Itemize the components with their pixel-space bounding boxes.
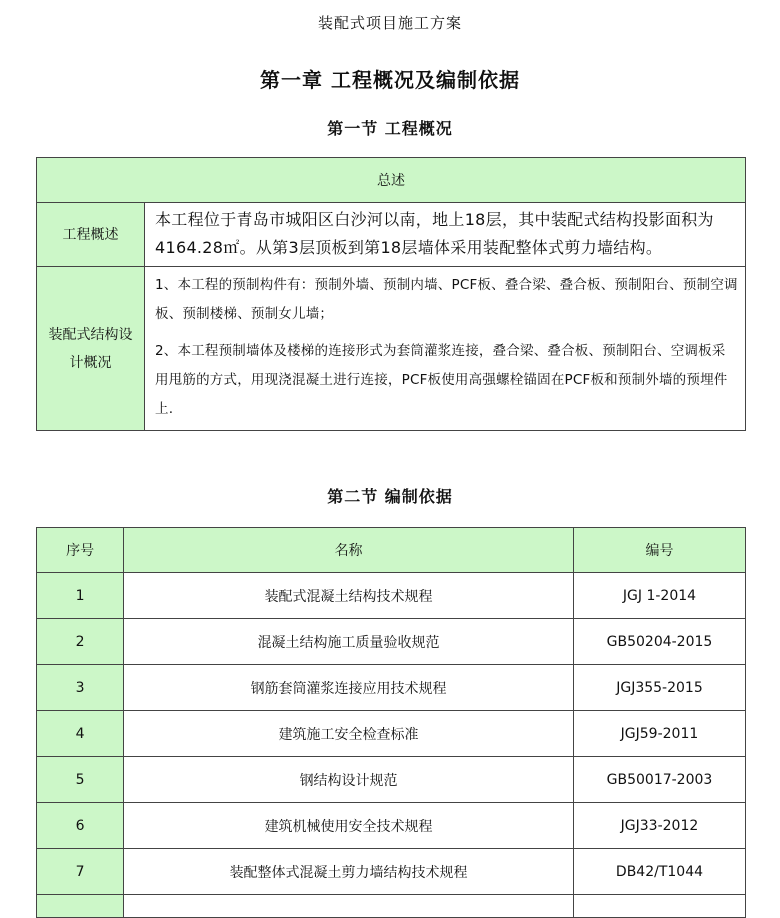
- table-header-row: [37, 528, 746, 573]
- standard-name: 装配式混凝土结构技术规程: [124, 573, 574, 619]
- table-row: [37, 803, 746, 849]
- table-row: [37, 711, 746, 757]
- column-header-name: 名称: [124, 528, 574, 573]
- row-number: 1: [37, 573, 124, 619]
- standard-code: JGJ59-2011: [573, 711, 745, 757]
- standard-code: JGJ 1-2014: [573, 573, 745, 619]
- standard-name: 混凝土结构施工质量验收规范: [124, 619, 574, 665]
- standard-code: DB42/T1044: [573, 849, 745, 895]
- standard-name: 建筑机械使用安全技术规程: [124, 803, 574, 849]
- structure-design-label: 装配式结构设计概况: [48, 326, 133, 371]
- row-number: 7: [37, 849, 124, 895]
- overview-table-header: 总述: [37, 158, 746, 203]
- standard-name: 钢筋套筒灌浆连接应用技术规程: [124, 665, 574, 711]
- standard-code: GB50204-2015: [573, 619, 745, 665]
- standard-code: GB50017-2003: [573, 757, 745, 803]
- standard-code: JGJ355-2015: [573, 665, 745, 711]
- page-header: 装配式项目施工方案: [317, 14, 462, 32]
- row-number: 4: [37, 711, 124, 757]
- structure-design-cell: [145, 267, 746, 431]
- row-label-project-overview: 工程概述: [37, 203, 145, 267]
- table-row: [37, 757, 746, 803]
- chapter-title: 第一章 工程概况及编制依据: [260, 68, 520, 92]
- table-row-cut-off: [37, 895, 746, 918]
- row-number-empty: [37, 895, 124, 918]
- table-row: [37, 573, 746, 619]
- column-header-no: 序号: [37, 528, 124, 573]
- standard-code: JGJ33-2012: [573, 803, 745, 849]
- standard-name-empty: [124, 895, 574, 918]
- row-number: 6: [37, 803, 124, 849]
- table-row: [37, 849, 746, 895]
- row-number: 5: [37, 757, 124, 803]
- table-row: [37, 619, 746, 665]
- standard-name: 钢结构设计规范: [124, 757, 574, 803]
- table-row: [37, 665, 746, 711]
- structure-design-paragraph-2: 2、本工程预制墙体及楼梯的连接形式为套筒灌浆连接，叠合梁、叠合板、预制阳台、空调板采用甩筋的方式，用现浇混凝土进行连接，PCF板使用高强螺栓锚固在PCF板和预制外墙的预埋件上.: [155, 343, 728, 417]
- project-overview-table: [36, 157, 746, 431]
- section-title-overview: 第一节 工程概况: [327, 119, 453, 138]
- project-overview-text: 本工程位于青岛市城阳区白沙河以南，地上18层，其中装配式结构投影面积为4164.28㎡。从第3层顶板到第18层墙体采用装配整体式剪力墙结构。: [145, 203, 746, 267]
- column-header-code: 编号: [573, 528, 745, 573]
- row-number: 3: [37, 665, 124, 711]
- row-number: 2: [37, 619, 124, 665]
- row-label-structure-design: [37, 267, 145, 431]
- structure-design-paragraph-1: 1、本工程的预制构件有：预制外墙、预制内墙、PCF板、叠合梁、叠合板、预制阳台、预制空调板、预制楼梯、预制女儿墙；: [155, 277, 738, 322]
- standard-name: 装配整体式混凝土剪力墙结构技术规程: [124, 849, 574, 895]
- standard-code-empty: [573, 895, 745, 918]
- compilation-basis-table: [36, 527, 746, 918]
- standard-name: 建筑施工安全检查标准: [124, 711, 574, 757]
- section-title-basis: 第二节 编制依据: [327, 487, 453, 506]
